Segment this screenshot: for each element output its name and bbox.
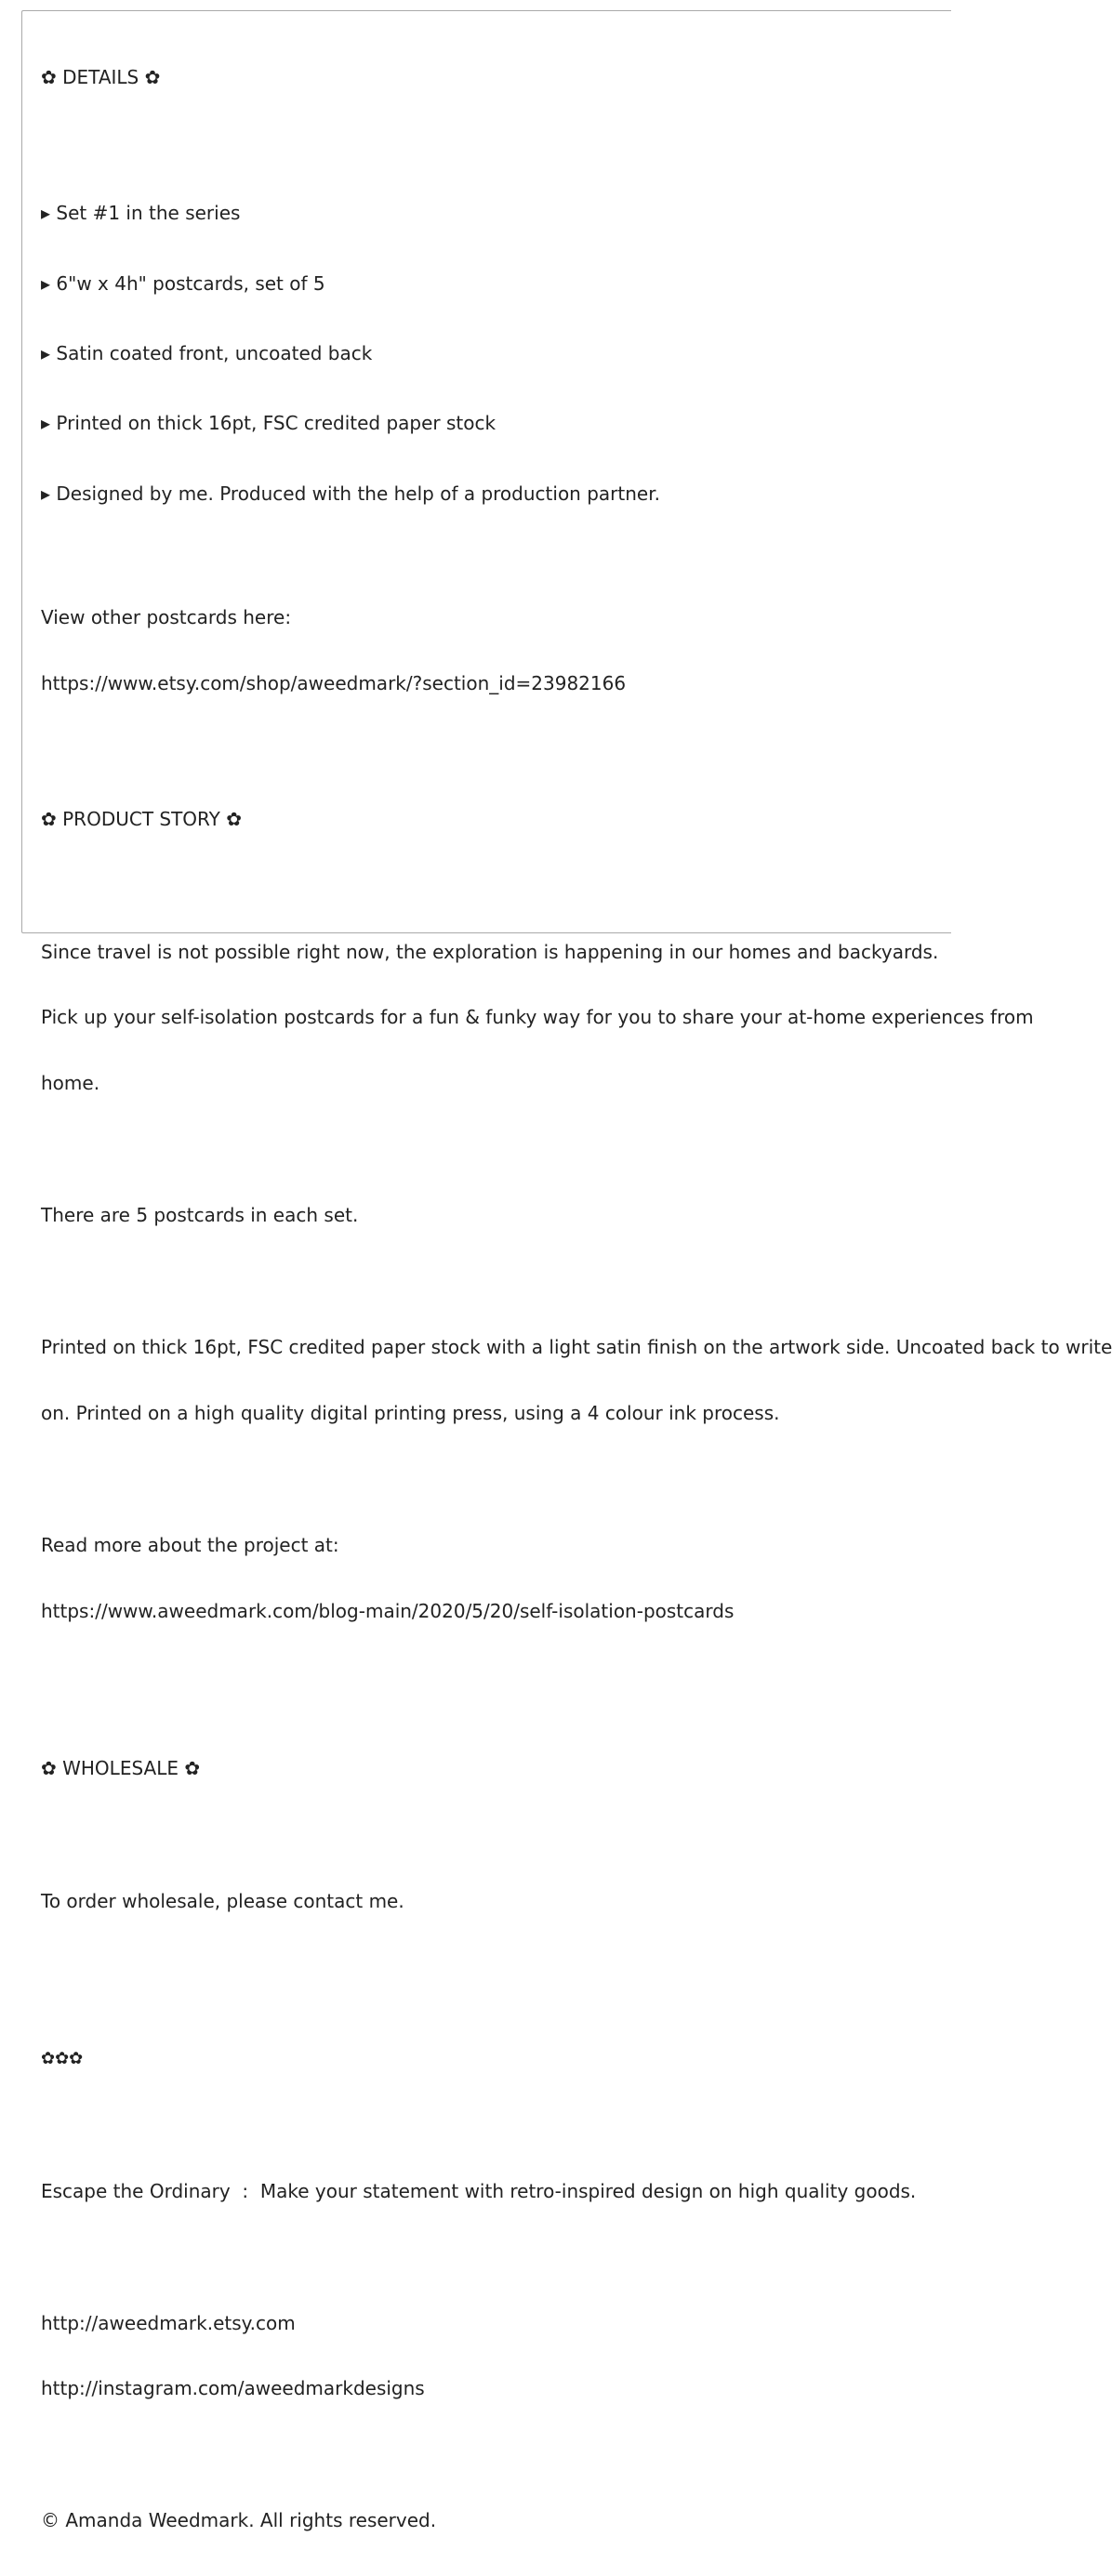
postcard-count-text: There are 5 postcards in each set. bbox=[41, 1203, 359, 1226]
wholesale-heading: ✿ WHOLESALE ✿ bbox=[41, 1757, 201, 1780]
details-bullet-coating: ▸ Satin coated front, uncoated back bbox=[41, 341, 373, 364]
details-bullet-size: ▸ 6"w x 4h" postcards, set of 5 bbox=[41, 271, 325, 295]
view-other-url: https://www.etsy.com/shop/aweedmark/?section_id=23982166 bbox=[41, 672, 627, 694]
etsy-shop-url: http://aweedmark.etsy.com bbox=[41, 2311, 296, 2334]
details-heading: ✿ DETAILS ✿ bbox=[41, 66, 161, 89]
copyright-notice: © Amanda Weedmark. All rights reserved. bbox=[41, 2508, 437, 2531]
product-story-heading: ✿ PRODUCT STORY ✿ bbox=[41, 807, 242, 830]
read-more-url: https://www.aweedmark.com/blog-main/2020/5/20/self-isolation-postcards bbox=[41, 1599, 735, 1622]
printing-paragraph-line: on. Printed on a high quality digital printing press, using a 4 colour ink process. bbox=[41, 1402, 780, 1425]
product-story-paragraph-line: home. bbox=[41, 1072, 100, 1095]
details-bullet-paper: ▸ Printed on thick 16pt, FSC credited paper stock bbox=[41, 412, 496, 435]
listing-description-text bbox=[41, 23, 1112, 2576]
instagram-url: http://instagram.com/aweedmarkdesigns bbox=[41, 2377, 425, 2400]
wholesale-text: To order wholesale, please contact me. bbox=[41, 1889, 404, 1912]
product-story-paragraph-line: Pick up your self-isolation postcards for a fun & funky way for you to share your at-home experiences from bbox=[41, 1006, 1034, 1029]
printing-paragraph-line: Printed on thick 16pt, FSC credited paper stock with a light satin finish on the artwork side. Uncoated back to write bbox=[41, 1336, 1112, 1359]
flower-divider: ✿✿✿ bbox=[41, 2049, 84, 2069]
details-bullet-designer: ▸ Designed by me. Produced with the help of a production partner. bbox=[41, 482, 660, 505]
shop-tagline: Escape the Ordinary : Make your statement with retro-inspired design on high quality goods. bbox=[41, 2180, 917, 2202]
product-story-paragraph-line: Since travel is not possible right now, the exploration is happening in our homes and backyards. bbox=[41, 940, 939, 963]
read-more-label: Read more about the project at: bbox=[41, 1533, 339, 1556]
view-other-label: View other postcards here: bbox=[41, 606, 292, 629]
details-bullet-series: ▸ Set #1 in the series bbox=[41, 202, 241, 225]
listing-description-box bbox=[21, 10, 1112, 2531]
